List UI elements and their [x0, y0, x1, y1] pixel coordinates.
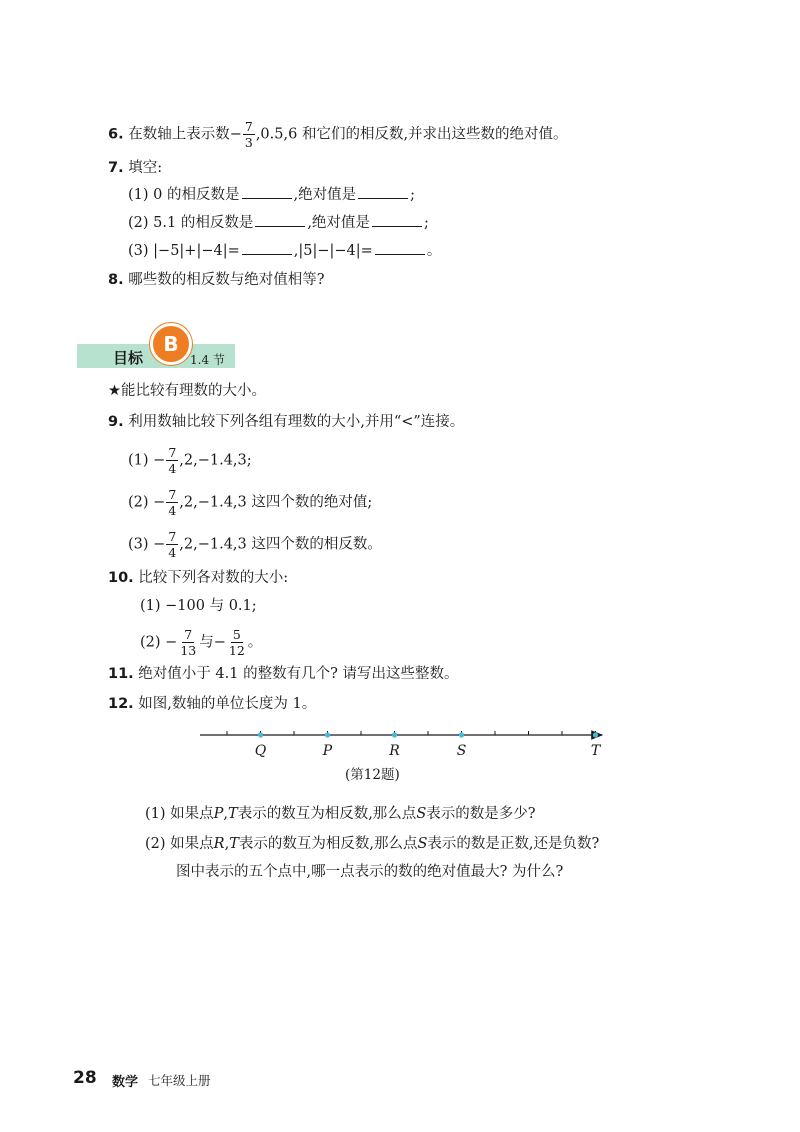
fraction-7-4: $\frac{7}{4}$	[168, 487, 177, 518]
question-10-part-2: (2) − $\frac{7}{13}$ 与− $\frac{5}{12}$ 。	[140, 627, 263, 658]
question-12-part-2-line-2: 图中表示的五个点中,哪一点表示的数的绝对值最大? 为什么?	[176, 864, 564, 880]
level-b-badge: B	[150, 323, 192, 365]
point-Q-label: Q	[254, 743, 267, 759]
question-7-part-3: (3) |−5|+|−4|= ,|5|−|−4|= 。	[128, 240, 441, 261]
fraction-5-12: $\frac{5}{12}$	[228, 627, 245, 658]
fraction-7-13: $\frac{7}{13}$	[180, 627, 197, 658]
question-6: 6. 在数轴上表示数− $\frac{7}{3}$ ,0.5,6 和它们的相反数,并求出这些数的绝对值。	[108, 119, 568, 150]
point-R-marker	[392, 732, 397, 737]
question-9-part-2: (2) − $\frac{7}{4}$ ,2,−1.4,3 这四个数的绝对值;	[128, 487, 373, 518]
target-label: 目标	[113, 349, 144, 367]
fraction-7-4: $\frac{7}{4}$	[168, 529, 177, 560]
point-T-label: T	[590, 743, 601, 759]
question-7: 7. 填空:	[108, 160, 163, 176]
point-S-marker	[459, 732, 464, 737]
point-T-marker	[593, 732, 598, 737]
learning-goal: ★能比较有理数的大小。	[108, 383, 266, 399]
question-10: 10. 比较下列各对数的大小:	[108, 570, 289, 586]
number-line-figure	[200, 725, 610, 765]
question-9-part-1: (1) − $\frac{7}{4}$ ,2,−1.4,3;	[128, 445, 252, 476]
page-number: 28	[73, 1068, 97, 1088]
number-line-points	[255, 732, 602, 759]
subject-label: 数学	[112, 1075, 139, 1090]
question-7-part-1: (1) 0 的相反数是 ,绝对值是 ;	[128, 184, 415, 205]
point-P-marker	[325, 732, 330, 737]
point-R-label: R	[389, 743, 400, 759]
question-7-part-2: (2) 5.1 的相反数是 ,绝对值是 ;	[128, 212, 429, 233]
point-Q-marker	[258, 732, 263, 737]
answer-blank[interactable]	[372, 212, 422, 227]
figure-caption: (第12题)	[345, 767, 400, 783]
question-9-part-3: (3) − $\frac{7}{4}$ ,2,−1.4,3 这四个数的相反数。	[128, 529, 382, 560]
question-12: 12. 如图,数轴的单位长度为 1。	[108, 696, 317, 712]
question-11: 11. 绝对值小于 4.1 的整数有几个? 请写出这些整数。	[108, 666, 459, 682]
question-9: 9. 利用数轴比较下列各组有理数的大小,并用“<”连接。	[108, 414, 465, 430]
fraction-7-3: $\frac{7}{3}$	[244, 119, 253, 150]
question-12-part-1: (1) 如果点P,T表示的数互为相反数,那么点S表示的数是多少?	[145, 806, 536, 822]
answer-blank[interactable]	[242, 184, 292, 199]
answer-blank[interactable]	[375, 240, 425, 255]
point-P-label: P	[322, 743, 333, 759]
answer-blank[interactable]	[255, 212, 305, 227]
answer-blank[interactable]	[242, 240, 292, 255]
question-10-part-1: (1) −100 与 0.1;	[140, 598, 257, 614]
question-8: 8. 哪些数的相反数与绝对值相等?	[108, 272, 325, 288]
grade-label: 七年级上册	[148, 1073, 211, 1088]
question-12-part-2: (2) 如果点R,T表示的数互为相反数,那么点S表示的数是正数,还是负数?	[145, 836, 600, 852]
point-S-label: S	[456, 743, 467, 759]
answer-blank[interactable]	[358, 184, 408, 199]
fraction-7-4: $\frac{7}{4}$	[168, 445, 177, 476]
section-reference: 1.4 节	[190, 353, 225, 367]
